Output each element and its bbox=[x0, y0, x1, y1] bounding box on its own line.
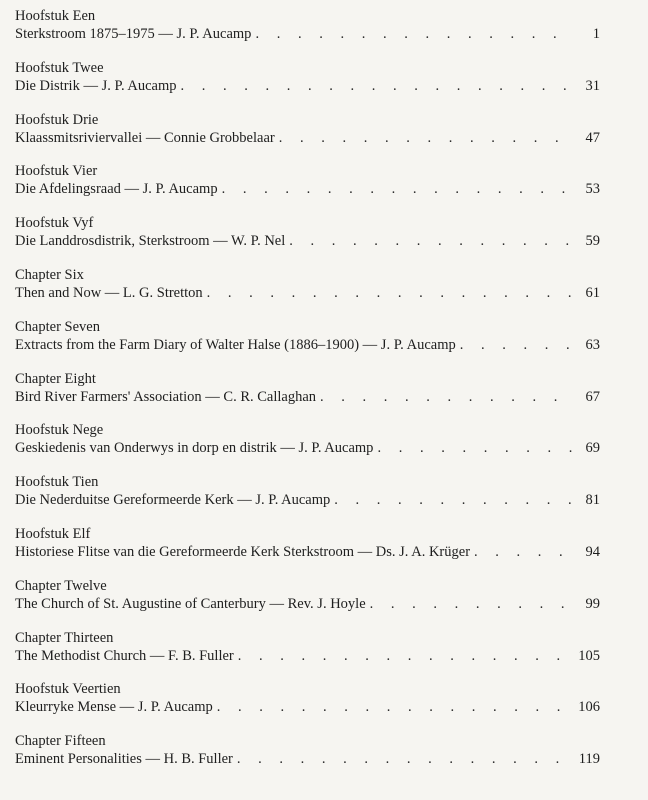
dot-leader bbox=[334, 491, 572, 509]
title-row bbox=[15, 491, 600, 509]
chapter-label: Hoofstuk Veertien bbox=[15, 681, 121, 698]
toc-entry bbox=[15, 215, 600, 267]
chapter-label: Hoofstuk Vyf bbox=[15, 215, 94, 232]
dot-leader bbox=[279, 129, 572, 147]
chapter-label: Hoofstuk Twee bbox=[15, 59, 104, 76]
toc-entry bbox=[15, 474, 600, 526]
toc-entry bbox=[15, 112, 600, 164]
chapter-title: Bird River Farmers' Association — C. R. Callaghan bbox=[15, 388, 317, 405]
chapter-label: Chapter Thirteen bbox=[15, 629, 114, 646]
toc-entry bbox=[15, 422, 600, 474]
page-number: 67 bbox=[585, 388, 600, 405]
page-number: 81 bbox=[585, 492, 600, 509]
chapter-title: Die Nederduitse Gereformeerde Kerk — J. P. Aucamp bbox=[15, 492, 331, 509]
page-number: 63 bbox=[585, 336, 600, 353]
chapter-title: Geskiedenis van Onderwys in dorp en distrik — J. P. Aucamp bbox=[15, 440, 374, 457]
chapter-title: Die Landdrosdistrik, Sterkstroom — W. P. Nel bbox=[15, 233, 286, 250]
chapter-label: Chapter Fifteen bbox=[15, 733, 106, 750]
title-row bbox=[15, 750, 600, 768]
page-number: 61 bbox=[585, 284, 600, 301]
toc-entry bbox=[15, 371, 600, 423]
chapter-label: Hoofstuk Een bbox=[15, 8, 96, 24]
dot-leader bbox=[237, 750, 572, 768]
toc-entry bbox=[15, 526, 600, 578]
toc-entry bbox=[15, 8, 600, 60]
page-number: 106 bbox=[578, 699, 600, 716]
chapter-label: Hoofstuk Tien bbox=[15, 474, 99, 491]
chapter-title: Die Afdelingsraad — J. P. Aucamp bbox=[15, 181, 218, 198]
dot-leader bbox=[207, 284, 572, 302]
title-row bbox=[15, 595, 600, 613]
dot-leader bbox=[377, 439, 572, 457]
chapter-title: Then and Now — L. G. Stretton bbox=[15, 284, 203, 301]
page-number: 1 bbox=[592, 26, 600, 42]
page-number: 47 bbox=[585, 129, 600, 146]
chapter-label: Chapter Eight bbox=[15, 370, 96, 387]
dot-leader bbox=[474, 543, 572, 561]
chapter-title: Eminent Personalities — H. B. Fuller bbox=[15, 751, 233, 768]
title-row bbox=[15, 77, 600, 95]
dot-leader bbox=[255, 25, 572, 43]
dot-leader bbox=[370, 595, 572, 613]
toc-entry bbox=[15, 163, 600, 215]
page-number: 53 bbox=[585, 181, 600, 198]
chapter-title: Sterkstroom 1875–1975 — J. P. Aucamp bbox=[15, 26, 252, 42]
page-number: 69 bbox=[585, 440, 600, 457]
chapter-label: Chapter Six bbox=[15, 266, 84, 283]
toc-entry bbox=[15, 319, 600, 371]
page-number: 59 bbox=[585, 233, 600, 250]
chapter-label: Hoofstuk Elf bbox=[15, 525, 91, 542]
chapter-title: Die Distrik — J. P. Aucamp bbox=[15, 77, 177, 94]
chapter-label: Hoofstuk Nege bbox=[15, 422, 104, 439]
toc-entry bbox=[15, 733, 600, 785]
title-row bbox=[15, 336, 600, 354]
page-number: 31 bbox=[585, 77, 600, 94]
toc-entry bbox=[15, 630, 600, 682]
title-row bbox=[15, 698, 600, 716]
chapter-label: Hoofstuk Drie bbox=[15, 111, 99, 128]
title-row bbox=[15, 284, 600, 302]
title-row bbox=[15, 180, 600, 198]
title-row bbox=[15, 25, 600, 43]
title-row bbox=[15, 543, 600, 561]
toc-entry bbox=[15, 578, 600, 630]
title-row bbox=[15, 647, 600, 665]
page-number: 105 bbox=[578, 647, 600, 664]
page-number: 99 bbox=[585, 595, 600, 612]
dot-leader bbox=[320, 388, 572, 406]
toc-entry bbox=[15, 267, 600, 319]
toc-entry bbox=[15, 60, 600, 112]
chapter-title: The Methodist Church — F. B. Fuller bbox=[15, 647, 234, 664]
page-number: 119 bbox=[578, 751, 600, 768]
chapter-title: The Church of St. Augustine of Canterbury — Rev. J. Hoyle bbox=[15, 595, 366, 612]
dot-leader bbox=[222, 180, 572, 198]
toc-entry bbox=[15, 681, 600, 733]
dot-leader bbox=[460, 336, 572, 354]
chapter-label: Chapter Twelve bbox=[15, 577, 107, 594]
dot-leader bbox=[181, 77, 572, 95]
title-row bbox=[15, 232, 600, 250]
chapter-title: Extracts from the Farm Diary of Walter Halse (1886–1900) — J. P. Aucamp bbox=[15, 336, 456, 353]
chapter-title: Historiese Flitse van die Gereformeerde Kerk Sterkstroom — Ds. J. A. Krüger bbox=[15, 543, 471, 560]
page-number: 94 bbox=[585, 543, 600, 560]
dot-leader bbox=[217, 698, 572, 716]
chapter-title: Klaassmitsriviervallei — Connie Grobbelaar bbox=[15, 129, 275, 146]
title-row bbox=[15, 129, 600, 147]
dot-leader bbox=[238, 647, 572, 665]
title-row bbox=[15, 388, 600, 406]
dot-leader bbox=[289, 232, 572, 250]
chapter-title: Kleurryke Mense — J. P. Aucamp bbox=[15, 699, 213, 716]
chapter-label: Hoofstuk Vier bbox=[15, 163, 98, 180]
title-row bbox=[15, 439, 600, 457]
chapter-label: Chapter Seven bbox=[15, 318, 100, 335]
